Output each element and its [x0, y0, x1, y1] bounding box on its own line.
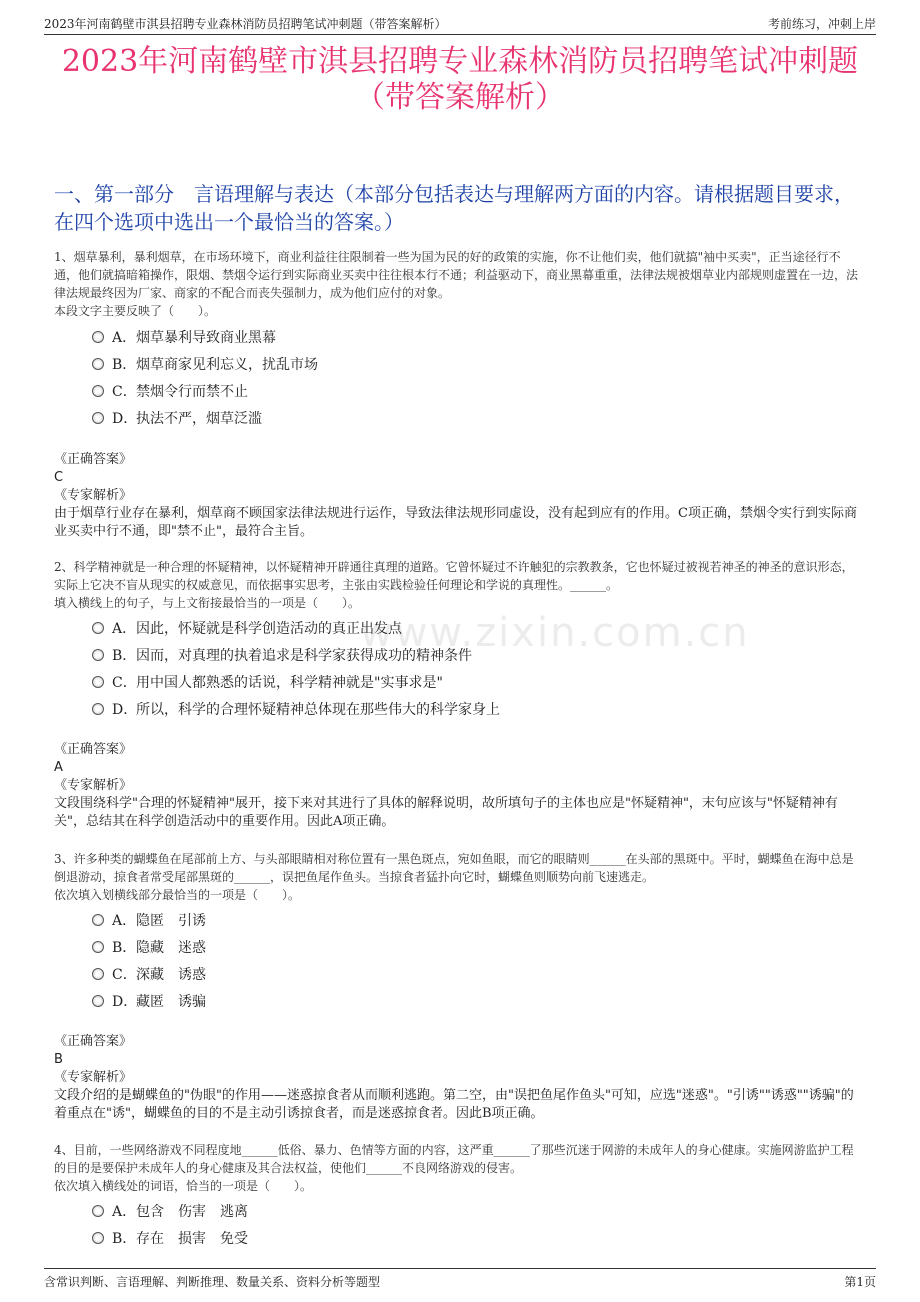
- radio-icon[interactable]: [92, 331, 104, 343]
- option-b[interactable]: B． 因而，对真理的执着追求是科学家获得成功的精神条件: [92, 641, 500, 668]
- footer-topics: 含常识判断、言语理解、判断推理、数量关系、资料分析等题型: [44, 1275, 381, 1289]
- radio-icon[interactable]: [92, 995, 104, 1007]
- option-b[interactable]: B． 隐藏 迷惑: [92, 933, 206, 960]
- question-3: [54, 850, 864, 904]
- question-1-options: [92, 323, 318, 431]
- page-footer: [44, 1268, 876, 1290]
- radio-icon[interactable]: [92, 914, 104, 926]
- radio-icon[interactable]: [92, 412, 104, 424]
- question-stem: 4、目前，一些网络游戏不同程度地______低俗、暴力、色情等方面的内容，这严重______了那些沉迷于网游的未成年人的身心健康。实施网游监护工程的目的是要保护未成年人的身心健康及其合法权益，使他们______不良网络游戏的侵害。: [54, 1143, 854, 1175]
- question-prompt: 本段文字主要反映了（ ）。: [54, 304, 217, 318]
- radio-icon[interactable]: [92, 622, 104, 634]
- option-b[interactable]: B． 烟草商家见利忘义，扰乱市场: [92, 350, 318, 377]
- option-d[interactable]: D． 藏匿 诱骗: [92, 987, 206, 1014]
- radio-icon[interactable]: [92, 941, 104, 953]
- answer-value: C: [54, 470, 64, 485]
- question-prompt: 填入横线上的句子，与上文衔接最恰当的一项是（ ）。: [54, 596, 361, 610]
- option-d[interactable]: D． 执法不严，烟草泛滥: [92, 404, 318, 431]
- question-4-options: [92, 1197, 248, 1251]
- analysis-text: 文段介绍的是蝴蝶鱼的"伪眼"的作用——迷惑掠食者从而顺利逃跑。第二空，由"误把鱼尾作鱼头"可知，应选"迷惑"。"引诱""诱惑""诱骗"的着重点在"诱"，蝴蝶鱼的目的不是主动引诱掠食者，而是迷惑掠食者。因此B项正确。: [54, 1088, 854, 1121]
- answer-label: 《正确答案》: [54, 1034, 133, 1049]
- option-a[interactable]: A． 烟草暴利导致商业黑幕: [92, 323, 318, 350]
- question-3-options: [92, 906, 206, 1014]
- question-stem: 3、许多种类的蝴蝶鱼在尾部前上方、与头部眼睛相对称位置有一黑色斑点，宛如鱼眼，而它的眼睛则______在头部的黑斑中。平时，蝴蝶鱼在海中总是倒退游动，掠食者常受尾部黑斑的______，误把鱼尾作鱼头。当掠食者猛扑向它时，蝴蝶鱼则顺势向前飞速逃走。: [54, 852, 854, 884]
- option-a[interactable]: A． 包含 伤害 逃离: [92, 1197, 248, 1224]
- option-a[interactable]: A． 隐匿 引诱: [92, 906, 206, 933]
- answer-value: A: [54, 760, 63, 775]
- option-b[interactable]: B． 存在 损害 免受: [92, 1224, 248, 1251]
- option-c[interactable]: C． 用中国人都熟悉的话说，科学精神就是"实事求是": [92, 668, 500, 695]
- radio-icon[interactable]: [92, 649, 104, 661]
- question-prompt: 依次填入划横线部分最恰当的一项是（ ）。: [54, 888, 301, 902]
- title-line-2: （带答案解析）: [355, 80, 565, 115]
- radio-icon[interactable]: [92, 703, 104, 715]
- radio-icon[interactable]: [92, 1232, 104, 1244]
- answer-value: B: [54, 1052, 63, 1067]
- header-doc-title: 2023年河南鹤壁市淇县招聘专业森林消防员招聘笔试冲刺题（带答案解析）: [44, 17, 447, 31]
- question-1: [54, 248, 864, 320]
- section-heading: 一、第一部分 言语理解与表达（本部分包括表达与理解两方面的内容。请根据题目要求，在四个选项中选出一个最恰当的答案。）: [54, 182, 854, 234]
- title-line-1: 2023年河南鹤壁市淇县招聘专业森林消防员招聘笔试冲刺题: [61, 44, 859, 79]
- option-d[interactable]: D． 所以，科学的合理怀疑精神总体现在那些伟大的科学家身上: [92, 695, 500, 722]
- question-2-answer: [54, 741, 864, 831]
- radio-icon[interactable]: [92, 1205, 104, 1217]
- analysis-text: 由于烟草行业存在暴利，烟草商不顾国家法律法规进行运作，导致法律法规形同虚设，没有起到应有的作用。C项正确，禁烟令实行到实际商业买卖中行不通，即"禁不止"，最符合主旨。: [54, 506, 857, 539]
- answer-label: 《正确答案》: [54, 452, 133, 467]
- radio-icon[interactable]: [92, 676, 104, 688]
- question-3-answer: [54, 1033, 864, 1123]
- option-a[interactable]: A． 因此，怀疑就是科学创造活动的真正出发点: [92, 614, 500, 641]
- radio-icon[interactable]: [92, 385, 104, 397]
- header-slogan: 考前练习，冲刺上岸: [767, 17, 876, 31]
- radio-icon[interactable]: [92, 968, 104, 980]
- analysis-label: 《专家解析》: [54, 1070, 133, 1085]
- analysis-text: 文段围绕科学"合理的怀疑精神"展开，接下来对其进行了具体的解释说明，故所填句子的主体也应是"怀疑精神"，末句应该与"怀疑精神有关"，总结其在科学创造活动中的重要作用。因此A项正确。: [54, 796, 838, 829]
- question-2-options: [92, 614, 500, 722]
- page-number: 第1页: [844, 1275, 876, 1289]
- option-c[interactable]: C． 深藏 诱惑: [92, 960, 206, 987]
- question-2: [54, 558, 864, 612]
- question-stem: 1、烟草暴利，暴利烟草，在市场环境下，商业利益往往限制着一些为国为民的好的政策的实施，你不让他们卖，他们就搞"袖中买卖"，正当途径行不通，他们就搞暗箱操作，限烟、禁烟令运行到实际商业买卖中往往根本行不通；利益驱动下，商业黑幕重重，法律法规被烟草业内部规则虚置在一边，法律法规最终因为厂家、商家的不配合而丧失强制力，成为他们应付的对象。: [54, 250, 859, 300]
- question-1-answer: [54, 451, 864, 541]
- page-header: [44, 10, 876, 35]
- radio-icon[interactable]: [92, 358, 104, 370]
- question-stem: 2、科学精神就是一种合理的怀疑精神，以怀疑精神开辟通往真理的道路。它曾怀疑过不许触犯的宗教教条，它也怀疑过被视若神圣的神圣的意识形态，实际上它决不盲从现实的权威意见，而依据事实思考，主张由实践检验任何理论和学说的真理性。______。: [54, 560, 854, 592]
- question-4: [54, 1141, 864, 1195]
- analysis-label: 《专家解析》: [54, 488, 133, 503]
- page-title: [40, 44, 880, 116]
- watermark: www.zixin.com.cn: [360, 610, 750, 656]
- question-prompt: 依次填入横线处的词语，恰当的一项是（ ）。: [54, 1179, 313, 1193]
- answer-label: 《正确答案》: [54, 742, 133, 757]
- option-c[interactable]: C． 禁烟令行而禁不止: [92, 377, 318, 404]
- analysis-label: 《专家解析》: [54, 778, 133, 793]
